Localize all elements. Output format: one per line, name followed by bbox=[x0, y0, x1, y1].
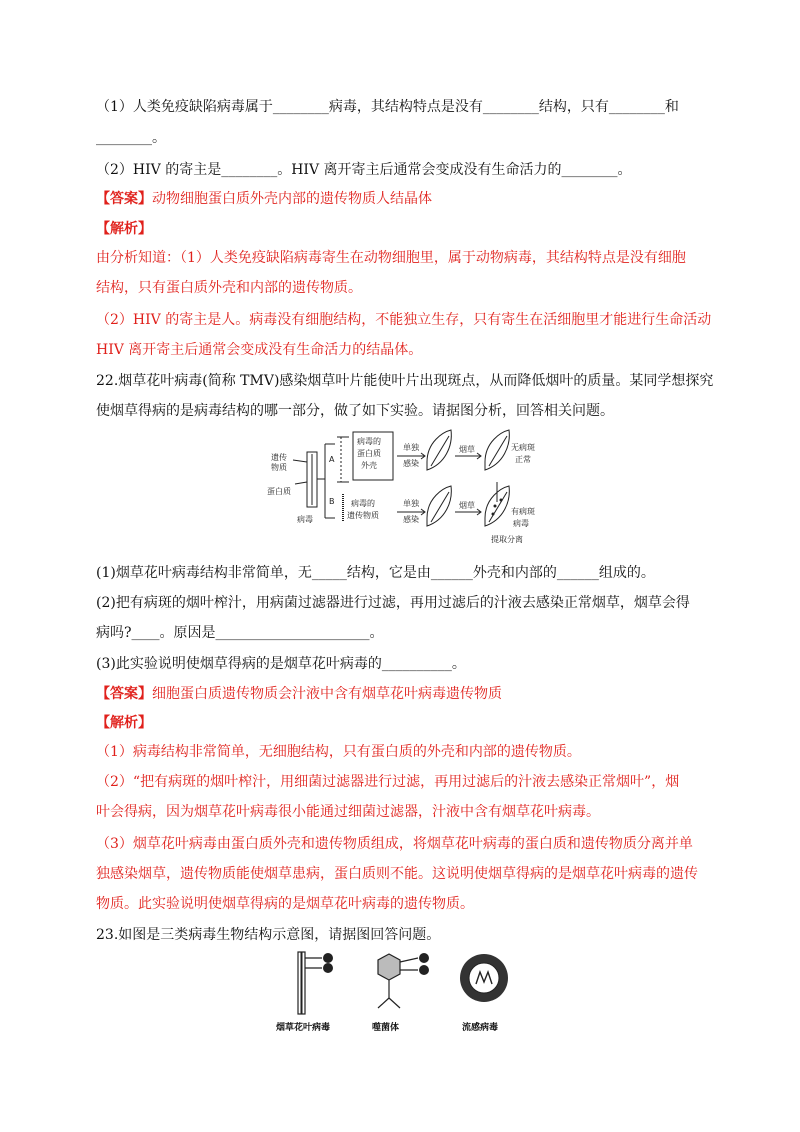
q22-q3: (3)此实验说明使烟草得病的是烟草花叶病毒的__________。 bbox=[96, 656, 466, 672]
svg-text:病毒: 病毒 bbox=[513, 519, 529, 528]
fig-label-b: B bbox=[329, 497, 335, 506]
bacteriophage-icon bbox=[378, 954, 418, 1008]
fig-label-phage: 噬菌体 bbox=[372, 1023, 400, 1033]
svg-text:病毒的: 病毒的 bbox=[357, 437, 381, 446]
leaf-icon bbox=[427, 430, 451, 470]
q22-answer bbox=[96, 684, 716, 704]
fig-label-flu: 流感病毒 bbox=[462, 1023, 499, 1033]
q22-a1: （1）病毒结构非常简单，无细胞结构，只有蛋白质的外壳和内部的遗传物质。 bbox=[96, 744, 581, 760]
fig-label-protein: 蛋白质 bbox=[267, 487, 291, 496]
tmv-experiment-figure bbox=[255, 422, 555, 547]
svg-text:蛋白质: 蛋白质 bbox=[357, 449, 381, 458]
fig-extract-label: 提取分离 bbox=[491, 535, 523, 544]
svg-text:病毒的: 病毒的 bbox=[351, 499, 375, 508]
svg-text:无病斑: 无病斑 bbox=[511, 443, 535, 452]
svg-text:单独: 单独 bbox=[403, 499, 419, 508]
svg-text:感染: 感染 bbox=[403, 515, 419, 524]
svg-text:感染: 感染 bbox=[403, 459, 419, 468]
q22-q2b: 病吗?____。原因是______________________。 bbox=[96, 625, 384, 641]
svg-text:遗传物质: 遗传物质 bbox=[347, 511, 379, 520]
q22-a3c: 物质。此实验说明使烟草得病的是烟草花叶病毒的遗传物质。 bbox=[96, 896, 474, 912]
q22-q1: (1)烟草花叶病毒结构非常简单，无_____结构，它是由______外壳和内部的______组成的。 bbox=[96, 565, 655, 581]
q22-a3a: （3）烟草花叶病毒由蛋白质外壳和遗传物质组成，将烟草花叶病毒的蛋白质和遗传物质分离并单 bbox=[96, 836, 693, 852]
q21-analysis2: 结构，只有蛋白质外壳和内部的遗传物质。 bbox=[96, 280, 362, 296]
fig-label-genetic: 遗传 bbox=[271, 453, 287, 462]
svg-text:有病斑: 有病斑 bbox=[511, 507, 535, 516]
q22-a2a: （2）“把有病斑的烟叶榨汁，用细菌过滤器进行过滤，再用过滤后的汁液去感染正常烟叶”，烟 bbox=[96, 774, 680, 790]
fig-label-a: A bbox=[329, 455, 335, 464]
virus-types-figure bbox=[276, 948, 526, 1036]
q21-analysis4: HIV 离开寄主后通常会变成没有生命活力的结晶体。 bbox=[96, 342, 423, 358]
q21-analysis-tag: 【解析】 bbox=[96, 221, 152, 237]
fig-label-tmv: 烟草花叶病毒 bbox=[276, 1023, 331, 1033]
influenza-virus-icon bbox=[460, 954, 508, 1002]
answer-text: 细胞蛋白质遗传物质会汁液中含有烟草花叶病毒遗传物质 bbox=[152, 686, 502, 702]
fig-leaf1-label: 烟草 bbox=[459, 445, 475, 454]
answer-tag: 【答案】 bbox=[96, 191, 152, 207]
q22-analysis-tag: 【解析】 bbox=[96, 715, 152, 731]
fig-label-virus: 病毒 bbox=[297, 515, 313, 524]
q21-line1: （1）人类免疫缺陷病毒属于________病毒，其结构特点是没有________结构，只有________和 bbox=[96, 99, 679, 115]
q22-a2b: 叶会得病，因为烟草花叶病毒很小能通过细菌过滤器，汁液中含有烟草花叶病毒。 bbox=[96, 804, 600, 820]
q21-line2: ________。 bbox=[96, 130, 166, 146]
leaf-icon bbox=[427, 486, 451, 526]
q22-q2a: (2)把有病斑的烟叶榨汁，用病菌过滤器进行过滤，再用过滤后的汁液去感染正常烟草，烟草会得 bbox=[96, 595, 690, 611]
q22-stem2: 使烟草得病的是病毒结构的哪一部分，做了如下实验。请据图分析，回答相关问题。 bbox=[96, 403, 614, 419]
answer-tag: 【答案】 bbox=[96, 686, 152, 702]
leaf-healthy-icon bbox=[485, 430, 509, 470]
svg-text:正常: 正常 bbox=[515, 455, 531, 464]
fig-leaf2-label: 烟草 bbox=[459, 501, 475, 510]
tmv-icon bbox=[298, 952, 322, 1014]
q21-analysis1: 由分析知道：（1）人类免疫缺陷病毒寄生在动物细胞里，属于动物病毒，其结构特点是没有细胞 bbox=[96, 250, 686, 266]
svg-text:物质: 物质 bbox=[271, 463, 287, 472]
q22-stem1: 22.烟草花叶病毒(简称 TMV)感染烟草叶片能使叶片出现斑点，从而降低烟叶的质量。某同学想探究 bbox=[96, 373, 714, 389]
q21-line3: （2）HIV 的寄主是________。HIV 离开寄主后通常会变成没有生命活力的________。 bbox=[96, 162, 632, 178]
q22-a3b: 独感染烟草，遗传物质能使烟草患病，蛋白质则不能。这说明使烟草得病的是烟草花叶病毒的遗传 bbox=[96, 866, 698, 882]
q21-answer bbox=[96, 189, 716, 209]
svg-text:单独: 单独 bbox=[403, 443, 419, 452]
answer-text: 动物细胞蛋白质外壳内部的遗传物质人结晶体 bbox=[152, 191, 432, 207]
q21-analysis3: （2）HIV 的寄主是人。病毒没有细胞结构，不能独立生存，只有寄生在活细胞里才能进行生命活动 bbox=[96, 312, 712, 328]
q23-stem: 23.如图是三类病毒生物结构示意图，请据图回答问题。 bbox=[96, 927, 441, 943]
svg-text:外壳: 外壳 bbox=[361, 461, 377, 470]
